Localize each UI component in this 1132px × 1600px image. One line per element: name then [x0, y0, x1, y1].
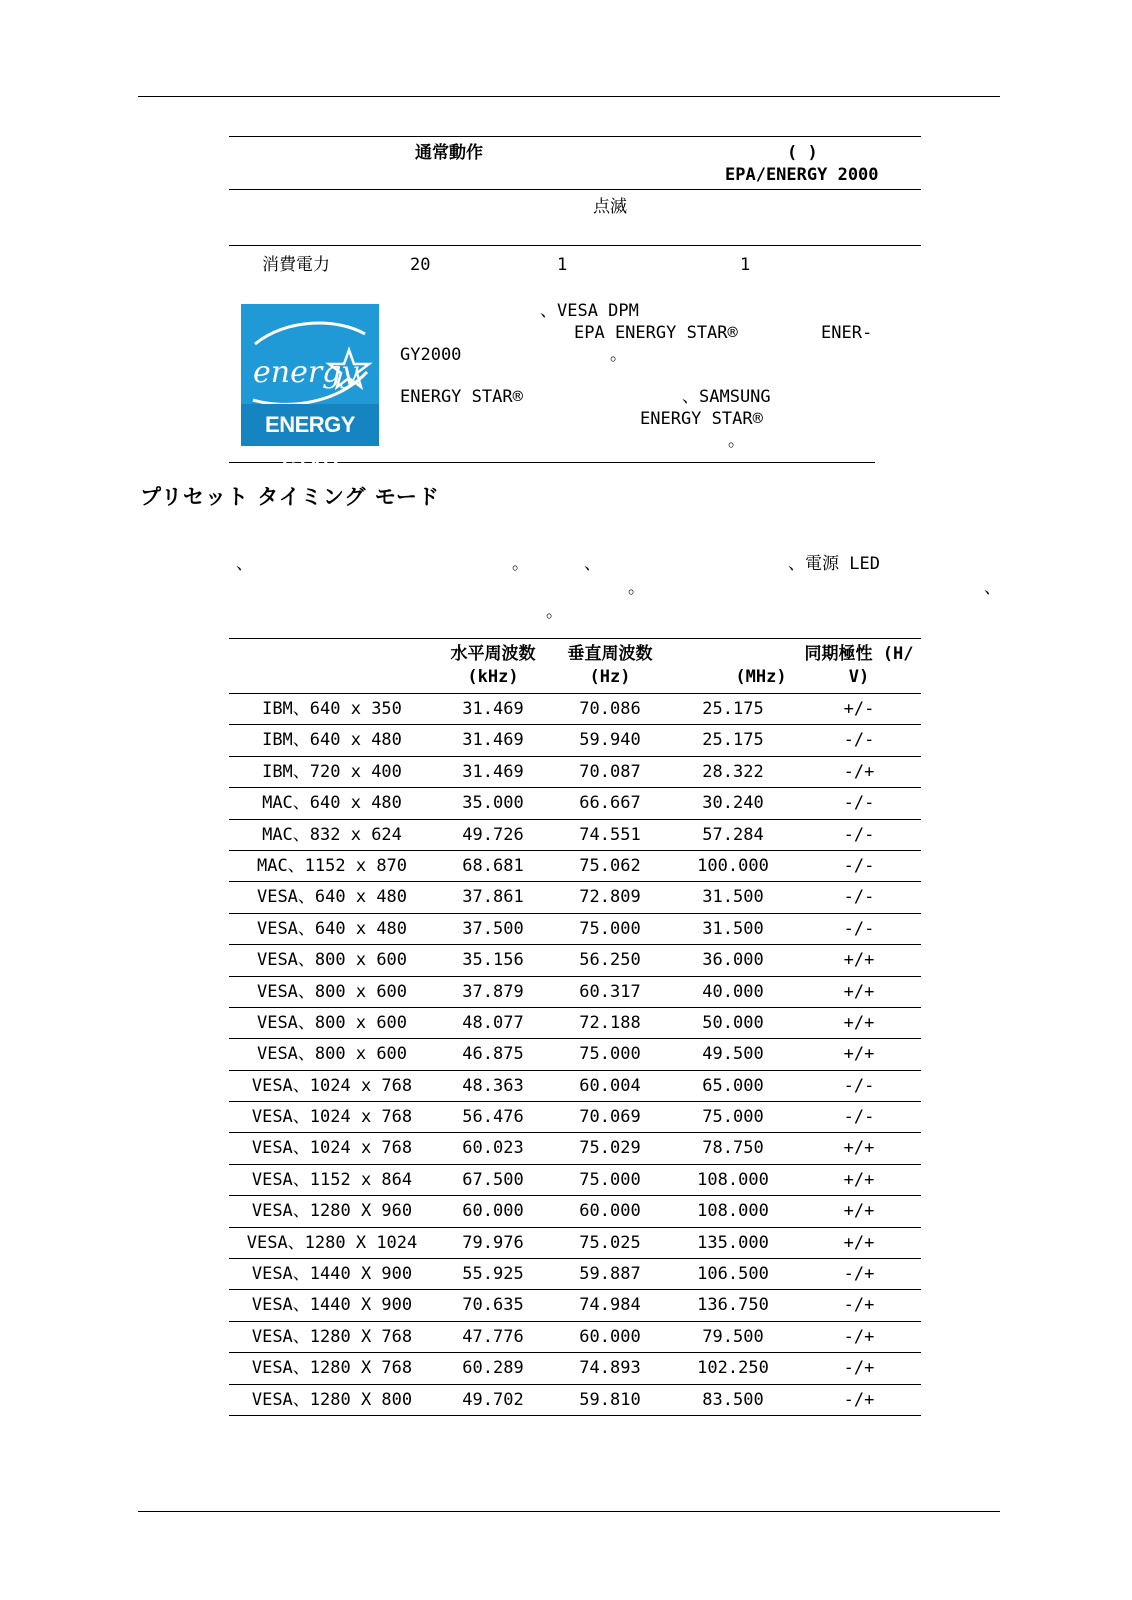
- table-row: [229, 1133, 921, 1164]
- cell-v-freq: 66.667: [579, 793, 641, 814]
- table-row: [229, 1228, 921, 1259]
- table-row: [229, 1008, 921, 1039]
- energy-text-6: ENERGY STAR®: [400, 387, 523, 407]
- header-sync: 同期極性 (H/: [804, 644, 914, 664]
- cell-sync: -/-: [843, 855, 875, 876]
- para-mark-4: 。: [628, 578, 645, 598]
- cell-mode: VESA、1280 X 768: [251, 1326, 413, 1347]
- cell-h-freq: 49.726: [462, 824, 524, 845]
- cell-sync: +/+: [843, 1138, 875, 1159]
- cell-v-freq: 70.086: [579, 699, 641, 719]
- cell-v-freq: 70.069: [579, 1107, 641, 1128]
- table-row: [229, 851, 921, 882]
- header-paren: ( ): [787, 143, 818, 163]
- energy-text-3: ENER-: [821, 323, 873, 343]
- cell-sync: +/+: [843, 1044, 875, 1065]
- cell-clock: 36.000: [702, 950, 764, 971]
- cell-clock: 50.000: [702, 1012, 764, 1033]
- energy-text-7: 、SAMSUNG: [682, 387, 771, 407]
- cell-h-freq: 49.702: [462, 1389, 524, 1410]
- cell-clock: 65.000: [702, 1075, 764, 1096]
- cell-mode: VESA、800 x 600: [256, 981, 408, 1002]
- cell-mode: VESA、1440 X 900: [251, 1295, 413, 1316]
- cell-clock: 28.322: [702, 761, 764, 782]
- cell-v-freq: 56.250: [579, 950, 641, 971]
- energy-text-5: 。: [610, 345, 627, 365]
- cell-sync: -/-: [843, 824, 875, 845]
- cell-clock: 108.000: [697, 1201, 769, 1222]
- header-normal: 通常動作: [415, 143, 483, 163]
- header-sync-2: V): [848, 667, 870, 687]
- cell-mode: MAC、832 x 624: [262, 824, 402, 845]
- power-table: [229, 136, 921, 282]
- power-table-row-consumption: [229, 246, 921, 282]
- timing-table-header: [229, 638, 921, 694]
- cell-clock: 106.500: [697, 1264, 769, 1285]
- cell-clock: 79.500: [702, 1326, 764, 1347]
- power-table-header: [229, 136, 921, 190]
- cell-v-freq: 75.025: [579, 1232, 641, 1253]
- table-row: [229, 1102, 921, 1133]
- cell-v-freq: 75.000: [579, 1044, 641, 1065]
- cell-clock: 83.500: [702, 1389, 764, 1410]
- cell-h-freq: 55.925: [462, 1264, 524, 1285]
- cell-h-freq: 35.156: [462, 950, 524, 971]
- header-h-freq: 水平周波数: [450, 644, 536, 664]
- cell-h-freq: 60.023: [462, 1138, 524, 1159]
- cell-v-freq: 74.984: [579, 1295, 641, 1316]
- table-row: [229, 1039, 921, 1070]
- cell-sync: -/+: [843, 1264, 875, 1285]
- cell-h-freq: 68.681: [462, 855, 524, 876]
- cell-mode: VESA、1280 X 768: [251, 1358, 413, 1379]
- cell-h-freq: 35.000: [462, 793, 524, 814]
- table-row: [229, 914, 921, 945]
- cell-h-freq: 60.000: [462, 1201, 524, 1222]
- cell-clock: 108.000: [697, 1169, 769, 1190]
- cell-h-freq: 46.875: [462, 1044, 524, 1065]
- cell-v-freq: 59.810: [579, 1389, 641, 1410]
- cell-v-freq: 60.004: [579, 1075, 641, 1096]
- cell-sync: +/+: [843, 981, 875, 1002]
- cell-sync: +/-: [843, 699, 875, 719]
- cell-sync: -/-: [843, 1107, 875, 1128]
- cell-mode: VESA、1024 x 768: [251, 1138, 413, 1159]
- energy-text-8: ENERGY STAR®: [640, 409, 763, 429]
- header-v-freq-unit: (Hz): [589, 667, 631, 687]
- header-h-freq-unit: (kHz): [467, 667, 519, 687]
- cell-mode: IBM、640 x 350: [262, 699, 402, 719]
- cell-v-freq: 60.000: [579, 1201, 641, 1222]
- para-mark-6: 。: [546, 602, 563, 622]
- svg-text:energy: energy: [253, 355, 359, 390]
- cell-clock: 31.500: [702, 918, 764, 939]
- cell-h-freq: 37.861: [462, 887, 524, 908]
- footer-rule: [138, 1511, 1000, 1512]
- cell-mode: IBM、720 x 400: [262, 761, 402, 782]
- cell-v-freq: 74.551: [579, 824, 641, 845]
- cell-v-freq: 72.188: [579, 1012, 641, 1033]
- cell-sync: -/+: [843, 761, 875, 782]
- cell-h-freq: 48.363: [462, 1075, 524, 1096]
- power-table-row-led: [229, 190, 921, 246]
- para-mark-1: 、: [236, 554, 253, 574]
- cell-h-freq: 48.077: [462, 1012, 524, 1033]
- led-blink: 点滅: [593, 197, 627, 217]
- table-row: [229, 1071, 921, 1102]
- cell-clock: 25.175: [702, 730, 764, 751]
- cell-clock: 75.000: [702, 1107, 764, 1128]
- consumption-saving: 1: [557, 255, 568, 275]
- table-row: [229, 1322, 921, 1353]
- cell-mode: VESA、1280 X 800: [251, 1389, 413, 1410]
- cell-h-freq: 37.500: [462, 918, 524, 939]
- cell-clock: 25.175: [702, 699, 764, 719]
- cell-v-freq: 75.000: [579, 918, 641, 939]
- cell-h-freq: 60.289: [462, 1358, 524, 1379]
- cell-h-freq: 31.469: [462, 761, 524, 782]
- cell-sync: -/-: [843, 730, 875, 751]
- cell-v-freq: 75.000: [579, 1169, 641, 1190]
- energy-text-9: 。: [728, 431, 745, 451]
- cell-clock: 31.500: [702, 887, 764, 908]
- energy-text-2: EPA ENERGY STAR®: [574, 323, 738, 343]
- cell-mode: VESA、800 x 600: [256, 1012, 408, 1033]
- header-clock-unit: (MHz): [735, 667, 787, 687]
- cell-mode: VESA、1024 x 768: [251, 1075, 413, 1096]
- table-row: [229, 1196, 921, 1227]
- cell-h-freq: 31.469: [462, 730, 524, 751]
- table-row: [229, 1165, 921, 1196]
- cell-h-freq: 79.976: [462, 1232, 524, 1253]
- table-row: [229, 694, 921, 725]
- cell-sync: -/+: [843, 1295, 875, 1316]
- table-row: [229, 1259, 921, 1290]
- section-title: プリセット タイミング モード: [140, 485, 440, 509]
- table-row: [229, 1353, 921, 1384]
- cell-clock: 136.750: [697, 1295, 769, 1316]
- energy-star-logo: [241, 304, 379, 479]
- cell-v-freq: 60.000: [579, 1326, 641, 1347]
- cell-sync: -/-: [843, 887, 875, 908]
- para-mark-led: 、電源 LED: [788, 554, 880, 574]
- cell-mode: VESA、640 x 480: [256, 887, 408, 908]
- table-row: [229, 1385, 921, 1416]
- cell-v-freq: 70.087: [579, 761, 641, 782]
- timing-table-body: [229, 694, 921, 1416]
- energy-text-4: GY2000: [400, 345, 462, 365]
- table-row: [229, 977, 921, 1008]
- cell-clock: 30.240: [702, 793, 764, 814]
- consumption-label: 消費電力: [262, 255, 330, 275]
- table-row: [229, 882, 921, 913]
- para-mark-2: 。: [512, 554, 529, 574]
- cell-mode: VESA、800 x 600: [256, 950, 408, 971]
- cell-v-freq: 75.062: [579, 855, 641, 876]
- cell-sync: -/+: [843, 1326, 875, 1347]
- cell-clock: 100.000: [697, 855, 769, 876]
- table-row: [229, 820, 921, 851]
- energy-star-swoosh-icon: [247, 312, 373, 408]
- header-rule: [138, 96, 1000, 97]
- consumption-normal: 20: [410, 255, 431, 275]
- cell-v-freq: 75.029: [579, 1138, 641, 1159]
- timing-table: [229, 638, 921, 1416]
- cell-mode: VESA、1440 X 900: [251, 1264, 413, 1285]
- cell-h-freq: 56.476: [462, 1107, 524, 1128]
- cell-v-freq: 72.809: [579, 887, 641, 908]
- cell-h-freq: 37.879: [462, 981, 524, 1002]
- energy-star-wordmark: ENERGY STAR: [241, 404, 379, 446]
- cell-h-freq: 67.500: [462, 1169, 524, 1190]
- cell-clock: 102.250: [697, 1358, 769, 1379]
- cell-mode: VESA、1280 X 1024: [246, 1232, 418, 1253]
- cell-sync: +/+: [843, 1169, 875, 1190]
- energy-text-1: 、VESA DPM: [540, 301, 639, 321]
- cell-h-freq: 70.635: [462, 1295, 524, 1316]
- cell-clock: 135.000: [697, 1232, 769, 1253]
- table-row: [229, 788, 921, 819]
- cell-clock: 49.500: [702, 1044, 764, 1065]
- cell-mode: VESA、800 x 600: [256, 1044, 408, 1065]
- cell-mode: VESA、1152 x 864: [251, 1169, 413, 1190]
- cell-mode: IBM、640 x 480: [262, 730, 402, 751]
- table-row: [229, 945, 921, 976]
- para-mark-5: 、: [984, 578, 1001, 598]
- para-mark-3: 、: [584, 554, 601, 574]
- cell-sync: +/+: [843, 1012, 875, 1033]
- table-row: [229, 725, 921, 756]
- cell-h-freq: 47.776: [462, 1326, 524, 1347]
- cell-v-freq: 59.940: [579, 730, 641, 751]
- cell-mode: VESA、1024 x 768: [251, 1107, 413, 1128]
- cell-clock: 40.000: [702, 981, 764, 1002]
- header-v-freq: 垂直周波数: [567, 644, 653, 664]
- cell-sync: -/-: [843, 793, 875, 814]
- cell-clock: 78.750: [702, 1138, 764, 1159]
- cell-sync: -/+: [843, 1358, 875, 1379]
- table-row: [229, 1290, 921, 1321]
- header-epa: EPA/ENERGY 2000: [725, 165, 879, 185]
- cell-v-freq: 74.893: [579, 1358, 641, 1379]
- cell-sync: -/+: [843, 1389, 875, 1410]
- cell-mode: VESA、640 x 480: [256, 918, 408, 939]
- cell-sync: -/-: [843, 918, 875, 939]
- consumption-off: 1: [740, 255, 751, 275]
- cell-sync: +/+: [843, 1232, 875, 1253]
- cell-sync: +/+: [843, 950, 875, 971]
- cell-sync: +/+: [843, 1201, 875, 1222]
- energy-star-block: [229, 300, 875, 479]
- table-row: [229, 757, 921, 788]
- cell-mode: VESA、1280 X 960: [251, 1201, 413, 1222]
- cell-mode: MAC、640 x 480: [262, 793, 402, 814]
- cell-v-freq: 60.317: [579, 981, 641, 1002]
- cell-h-freq: 31.469: [462, 699, 524, 719]
- cell-sync: -/-: [843, 1075, 875, 1096]
- cell-clock: 57.284: [702, 824, 764, 845]
- cell-v-freq: 59.887: [579, 1264, 641, 1285]
- cell-mode: MAC、1152 x 870: [256, 855, 408, 876]
